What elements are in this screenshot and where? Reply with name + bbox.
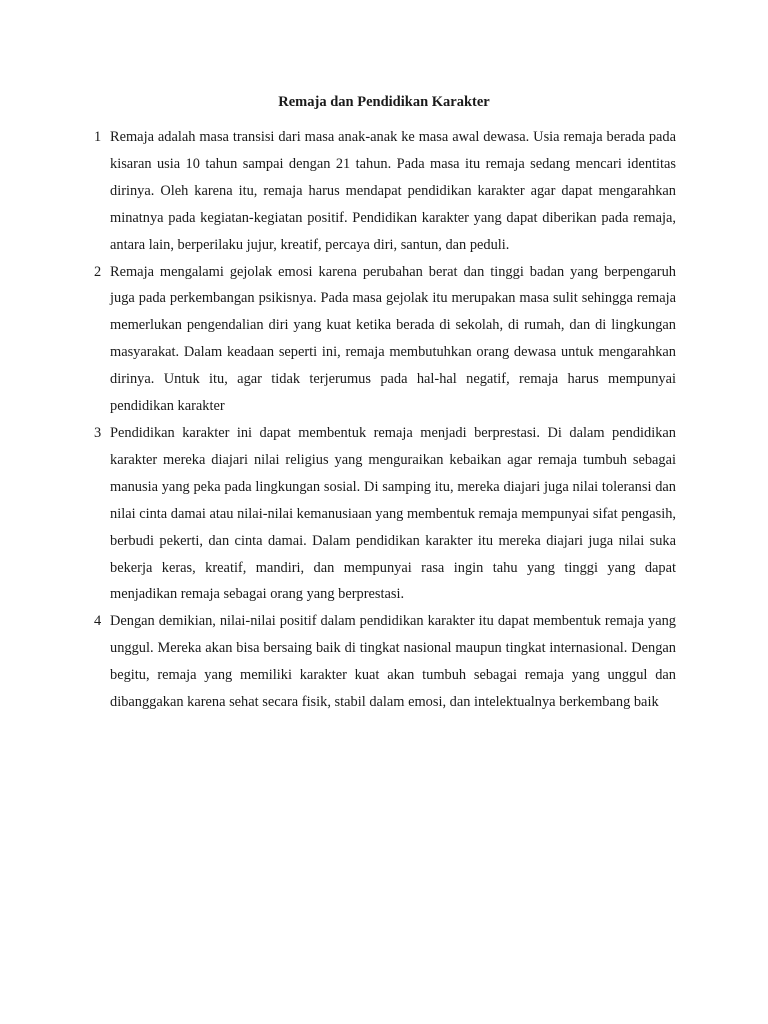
paragraph-list xyxy=(94,124,676,716)
item-number: 2 xyxy=(94,263,102,280)
document-title: Remaja dan Pendidikan Karakter xyxy=(278,94,490,110)
item-number: 1 xyxy=(94,129,102,145)
list-item xyxy=(94,608,676,716)
item-number: 4 xyxy=(94,613,102,630)
list-item xyxy=(94,420,676,608)
list-item xyxy=(94,124,676,259)
item-text: Remaja mengalami gejolak emosi karena perubahan berat dan tinggi badan yang berpengaruh juga pada perkembangan psikisnya. Pada masa gejolak itu merupakan masa sulit sehingga remaja memerlukan pengendalian diri yang kuat ketika berada di sekolah, di rumah, dan di lingkungan masyarakat. Dalam keadaan seperti ini, remaja membutuhkan orang dewasa untuk mengarahkan dirinya. Untuk itu, agar tidak terjerumus pada hal-hal negatif, remaja harus mempunyai pendidikan karakter xyxy=(110,263,676,415)
item-number: 3 xyxy=(94,424,102,441)
item-text: Remaja adalah masa transisi dari masa anak-anak ke masa awal dewasa. Usia remaja berada pada kisaran usia 10 tahun sampai dengan 21 tahun. Pada masa itu remaja sedang mencari identitas dirinya. Oleh karena itu, remaja harus mendapat pendidikan karakter agar dapat mengarahkan minatnya pada kegiatan-kegiatan positif. Pendidikan karakter yang dapat diberikan pada remaja, antara lain, berperilaku jujur, kreatif, percaya diri, santun, dan peduli. xyxy=(110,129,676,253)
list-item xyxy=(94,259,676,420)
item-text: Pendidikan karakter ini dapat membentuk remaja menjadi berprestasi. Di dalam pendidikan karakter mereka diajari nilai religius yang menguraikan kebaikan agar remaja tumbuh sebagai manusia yang peka pada lingkungan sosial. Di samping itu, mereka diajari juga nilai toleransi dan nilai cinta damai atau nilai-nilai kemanusiaan yang membentuk remaja mempunyai sifat pengasih, berbudi pekerti, dan cinta damai. Dalam pendidikan karakter itu mereka diajari juga nilai suka bekerja keras, kreatif, mandiri, dan mempunyai rasa ingin tahu yang tinggi yang dapat menjadikan remaja sebagai orang yang berprestasi. xyxy=(110,424,676,603)
item-text: Dengan demikian, nilai-nilai positif dalam pendidikan karakter itu dapat membentuk remaja yang unggul. Mereka akan bisa bersaing baik di tingkat nasional maupun tingkat internasional. Dengan begitu, remaja yang memiliki karakter kuat akan tumbuh sebagai remaja yang unggul dan dibanggakan karena sehat secara fisik, stabil dalam emosi, dan intelektualnya berkembang baik xyxy=(110,613,676,711)
